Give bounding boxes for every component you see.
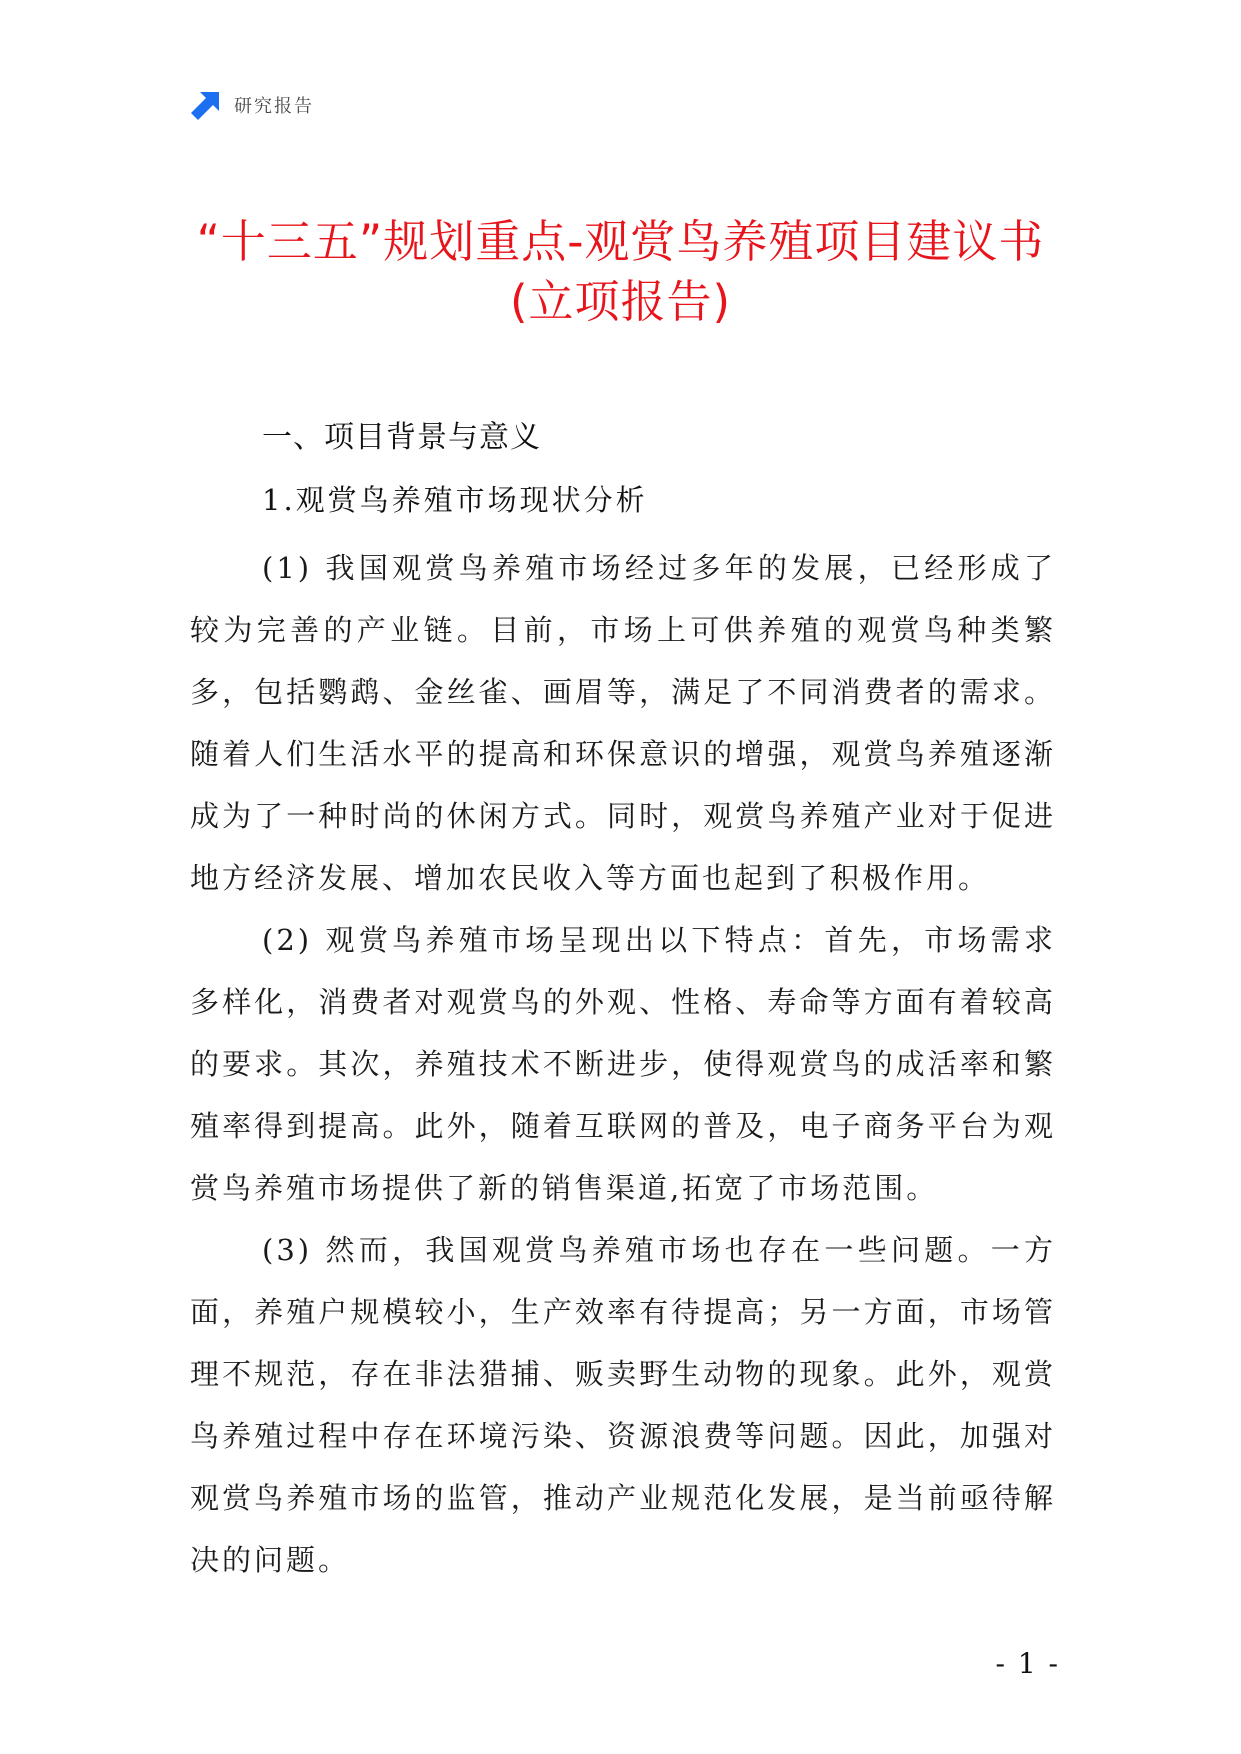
page-number: - 1 - <box>995 1647 1060 1680</box>
paragraph-3: (3) 然而，我国观赏鸟养殖市场也存在一些问题。一方面，养殖户规模较小，生产效率有待提高；另一方面，市场管理不规范，存在非法猎捕、贩卖野生动物的现象。此外，观赏鸟养殖过程中存在环境污染、资源浪费等问题。因此，加强对观赏鸟养殖市场的监管，推动产业规范化发展，是当前亟待解决的问题。 <box>190 1233 1056 1577</box>
arrow-up-right-icon <box>190 89 222 121</box>
body-text <box>190 537 1056 1591</box>
paragraph-1: (1) 我国观赏鸟养殖市场经过多年的发展，已经形成了较为完善的产业链。目前，市场上可供养殖的观赏鸟种类繁多，包括鹦鹉、金丝雀、画眉等，满足了不同消费者的需求。随着人们生活水平的提高和环保意识的增强，观赏鸟养殖逐渐成为了一种时尚的休闲方式。同时，观赏鸟养殖产业对于促进地方经济发展、增加农民收入等方面也起到了积极作用。 <box>190 551 1056 895</box>
document-title: “十三五”规划重点-观赏鸟养殖项目建议书(立项报告) <box>196 215 1045 328</box>
sub-heading: 1.观赏鸟养殖市场现状分析 <box>262 483 648 517</box>
paragraph-2: (2) 观赏鸟养殖市场呈现出以下特点：首先，市场需求多样化，消费者对观赏鸟的外观、性格、寿命等方面有着较高的要求。其次，养殖技术不断进步，使得观赏鸟的成活率和繁殖率得到提高。此外，随着互联网的普及，电子商务平台为观赏鸟养殖市场提供了新的销售渠道,拓宽了市场范围。 <box>190 923 1056 1205</box>
document-header <box>190 88 314 122</box>
header-label: 研究报告 <box>234 96 314 117</box>
section-heading: 一、项目背景与意义 <box>262 420 541 455</box>
